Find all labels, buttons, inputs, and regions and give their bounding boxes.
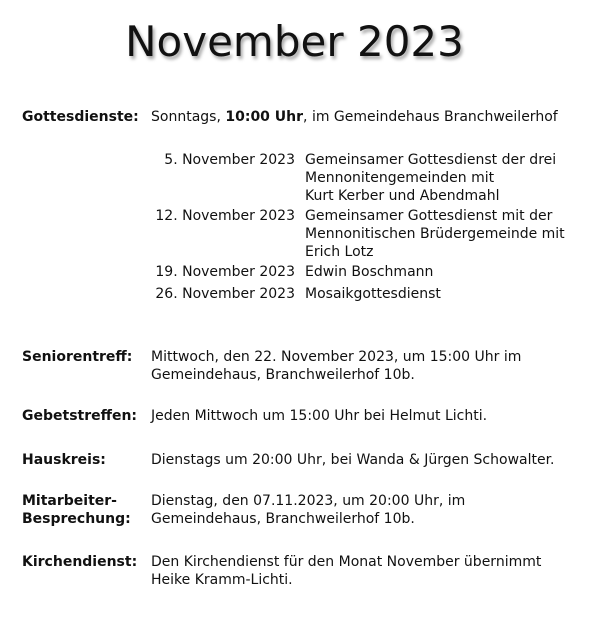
service-description-line: Kurt Kerber und Abendmahl (305, 188, 500, 204)
mitarbeiter-text (151, 492, 465, 528)
mitarbeiter-line: Gemeindehaus, Branchweilerhof 10b. (151, 511, 415, 527)
hauskreis-line: Dienstags um 20:00 Uhr, bei Wanda & Jürgen Schowalter. (151, 452, 555, 468)
gottesdienste-label: Gottesdienste: (22, 109, 139, 125)
hauskreis-text (151, 451, 555, 469)
service-date: 26. November 2023 (155, 286, 295, 302)
seniorentreff-label: Seniorentreff: (22, 349, 133, 365)
gebetstreffen-text (151, 407, 487, 425)
gebetstreffen-line: Jeden Mittwoch um 15:00 Uhr bei Helmut Lichti. (151, 408, 488, 424)
hauskreis-label: Hauskreis: (22, 452, 106, 468)
service-description-line: Gemeinsamer Gottesdienst der drei (305, 152, 557, 168)
service-description (305, 151, 556, 205)
service-description-line: Erich Lotz (305, 244, 374, 260)
service-description-line: Gemeinsamer Gottesdienst mit der (305, 208, 553, 224)
service-date: 12. November 2023 (155, 208, 295, 224)
service-description-line: Mosaikgottesdienst (305, 286, 441, 302)
gottesdienste-intro-post: , im Gemeindehaus Branchweilerhof (303, 109, 558, 125)
kirchendienst-line: Heike Kramm-Lichti. (151, 572, 293, 588)
gottesdienste-intro-pre: Sonntags, (151, 109, 226, 125)
page-title: November 2023 (125, 17, 464, 66)
service-description (305, 263, 433, 281)
gebetstreffen-label: Gebetstreffen: (22, 408, 138, 424)
seniorentreff-line: Gemeindehaus, Branchweilerhof 10b. (151, 367, 415, 383)
kirchendienst-label: Kirchendienst: (22, 554, 138, 570)
seniorentreff-text (151, 348, 521, 384)
mitarbeiter-label-line: Besprechung: (22, 511, 131, 527)
mitarbeiter-label-line: Mitarbeiter- (22, 493, 117, 509)
service-date: 19. November 2023 (155, 264, 295, 280)
service-date: 5. November 2023 (164, 152, 295, 168)
gottesdienste-intro (151, 108, 558, 126)
service-description (305, 207, 565, 261)
service-description (305, 285, 441, 303)
kirchendienst-text (151, 553, 541, 589)
service-description-line: Mennonitischen Brüdergemeinde mit (305, 226, 565, 242)
mitarbeiter-line: Dienstag, den 07.11.2023, um 20:00 Uhr, im (151, 493, 466, 509)
service-description-line: Edwin Boschmann (305, 264, 434, 280)
mitarbeiter-label (22, 492, 131, 528)
service-description-line: Mennonitengemeinden mit (305, 170, 495, 186)
gottesdienste-intro-time: 10:00 Uhr (225, 109, 304, 125)
kirchendienst-line: Den Kirchendienst für den Monat November übernimmt (151, 554, 542, 570)
seniorentreff-line: Mittwoch, den 22. November 2023, um 15:00 Uhr im (151, 349, 522, 365)
